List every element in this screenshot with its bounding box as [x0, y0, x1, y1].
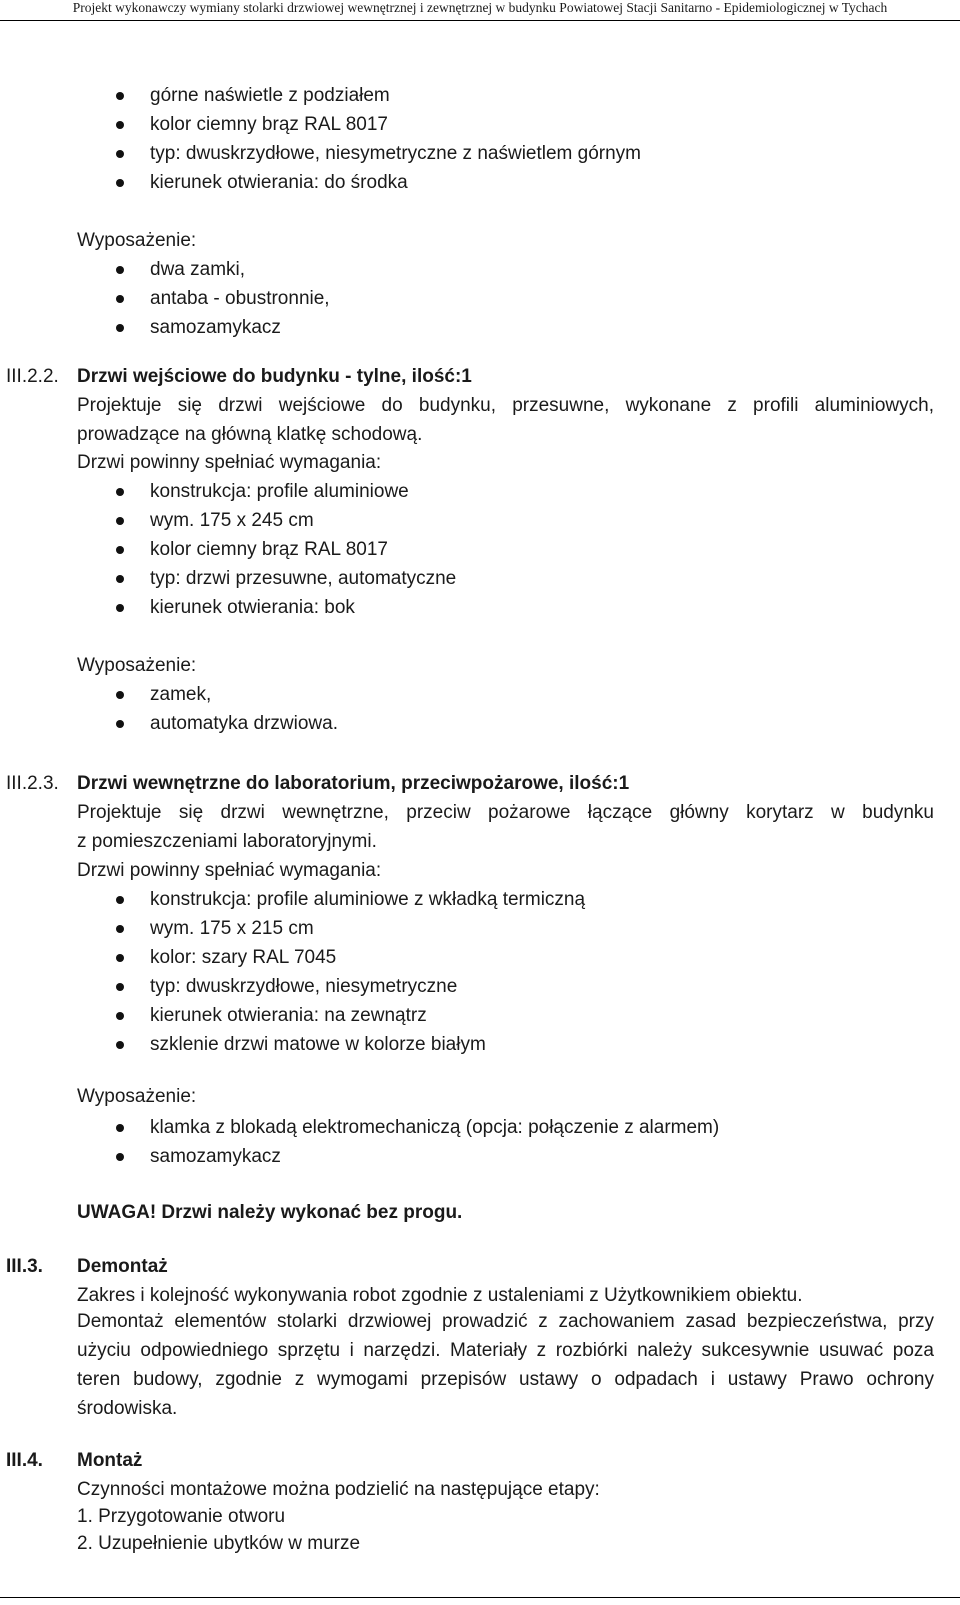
bullet-icon — [116, 720, 124, 728]
list-item: typ: dwuskrzydłowe, niesymetryczne z naświetlem górnym — [150, 143, 642, 164]
bullet-icon — [116, 295, 124, 303]
bullet-icon — [116, 488, 124, 496]
equipment-label: Wyposażenie: — [77, 1086, 197, 1107]
list-item: typ: drzwi przesuwne, automatyczne — [150, 568, 457, 589]
bullet-icon — [116, 575, 124, 583]
bullet-icon — [116, 1153, 124, 1161]
footer-rule — [0, 1597, 960, 1598]
requirements-label: Drzwi powinny spełniać wymagania: — [77, 860, 382, 881]
bullet-icon — [116, 1124, 124, 1132]
warning-note: UWAGA! Drzwi należy wykonać bez progu. — [77, 1202, 463, 1223]
section-title: Montaż — [77, 1450, 143, 1471]
list-item: samozamykacz — [150, 317, 281, 338]
bullet-icon — [116, 266, 124, 274]
section-number: III.2.2. — [6, 366, 59, 387]
bullet-icon — [116, 546, 124, 554]
list-item: 1. Przygotowanie otworu — [77, 1506, 286, 1527]
section-description: Projektuje się drzwi wewnętrzne, przeciw pożarowe łączące główny korytarz w budynku — [77, 802, 934, 823]
section-number: III.3. — [6, 1256, 43, 1277]
section-text: Zakres i kolejność wykonywania robot zgodnie z ustaleniami z Użytkownikiem obiektu. — [77, 1285, 803, 1306]
equipment-label: Wyposażenie: — [77, 230, 197, 251]
section-text: Czynności montażowe można podzielić na następujące etapy: — [77, 1479, 600, 1500]
list-item: kolor ciemny brąz RAL 8017 — [150, 539, 388, 560]
section-title: Drzwi wewnętrzne do laboratorium, przeciwpożarowe, ilość:1 — [77, 773, 630, 794]
section-title: Demontaż — [77, 1256, 168, 1277]
list-item: kierunek otwierania: do środka — [150, 172, 408, 193]
header-rule — [0, 20, 960, 21]
bullet-icon — [116, 150, 124, 158]
section-paragraph: Demontaż elementów stolarki drzwiowej prowadzić z zachowaniem zasad bezpieczeństwa, przy użyciu odpowiedniego sprzętu i narzędzi. Materiały z rozbiórki należy sukcesywnie usuwać poza teren budowy, zgodnie z wymogami przepisów ustawy o odpadach i ustawy Prawo ochrony środowiska. — [77, 1311, 934, 1419]
list-item: antaba - obustronnie, — [150, 288, 330, 309]
list-item: 2. Uzupełnienie ubytków w murze — [77, 1533, 361, 1554]
bullet-icon — [116, 1041, 124, 1049]
section-description: Projektuje się drzwi wejściowe do budynku, przesuwne, wykonane z profili aluminiowych, — [77, 395, 934, 416]
running-header: Projekt wykonawczy wymiany stolarki drzwiowej wewnętrznej i zewnętrznej w budynku Powiatowej Stacji Sanitarno - Epidemiologicznej w Tychach — [72, 0, 888, 15]
list-item: typ: dwuskrzydłowe, niesymetryczne — [150, 976, 458, 997]
list-item: kierunek otwierania: na zewnątrz — [150, 1005, 427, 1026]
section-description: prowadzące na główną klatkę schodową. — [77, 424, 423, 445]
bullet-icon — [116, 954, 124, 962]
list-item: szklenie drzwi matowe w kolorze białym — [150, 1034, 486, 1055]
bullet-icon — [116, 179, 124, 187]
requirements-label: Drzwi powinny spełniać wymagania: — [77, 452, 382, 473]
list-item: górne naświetle z podziałem — [150, 85, 390, 106]
list-item: dwa zamki, — [150, 259, 246, 280]
bullet-icon — [116, 324, 124, 332]
bullet-icon — [116, 896, 124, 904]
list-item: kierunek otwierania: bok — [150, 597, 355, 618]
list-item: wym. 175 x 215 cm — [150, 918, 314, 939]
list-item: konstrukcja: profile aluminiowe — [150, 481, 409, 502]
bullet-icon — [116, 691, 124, 699]
bullet-icon — [116, 604, 124, 612]
bullet-icon — [116, 121, 124, 129]
bullet-icon — [116, 92, 124, 100]
list-item: samozamykacz — [150, 1146, 281, 1167]
bullet-icon — [116, 517, 124, 525]
section-number: III.4. — [6, 1450, 43, 1471]
list-item: kolor: szary RAL 7045 — [150, 947, 337, 968]
bullet-icon — [116, 983, 124, 991]
list-item: konstrukcja: profile aluminiowe z wkładką termiczną — [150, 889, 586, 910]
list-item: zamek, — [150, 684, 212, 705]
list-item: kolor ciemny brąz RAL 8017 — [150, 114, 388, 135]
section-title: Drzwi wejściowe do budynku - tylne, ilość:1 — [77, 366, 472, 387]
section-number: III.2.3. — [6, 773, 59, 794]
list-item: automatyka drzwiowa. — [150, 713, 338, 734]
list-item: klamka z blokadą elektromechaniczą (opcja: połączenie z alarmem) — [150, 1117, 720, 1138]
bullet-icon — [116, 1012, 124, 1020]
list-item: wym. 175 x 245 cm — [150, 510, 314, 531]
equipment-label: Wyposażenie: — [77, 655, 197, 676]
section-description: z pomieszczeniami laboratoryjnymi. — [77, 831, 377, 852]
bullet-icon — [116, 925, 124, 933]
